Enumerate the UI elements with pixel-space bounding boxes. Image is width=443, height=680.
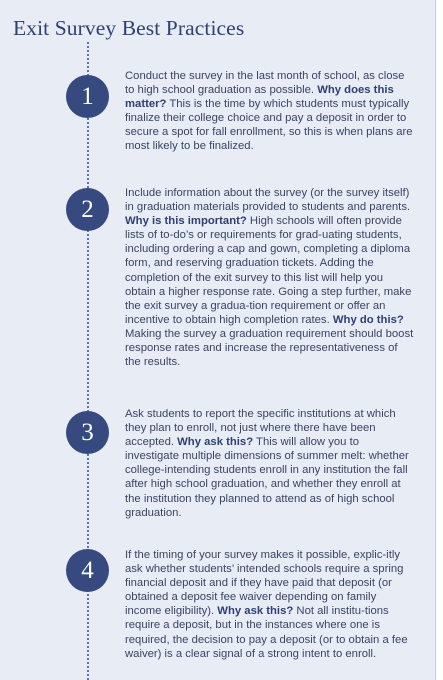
body-text: Not all institu-tions require a deposit, but in the instances where one is required, the decision to pay a deposit (or to obtain a fee waiver) is a clear signal of a strong intent to enroll. <box>125 605 408 660</box>
emphasis-question: Why is this important? <box>125 215 247 228</box>
body-text: High schools will often provide lists of to-do’s or requirements for grad-uating students, including ordering a cap and gown, completing a diploma form, and reserving graduation tickets. Adding the completion of the exit survey to this list will help you obtain a higher response rate. Going a step further, make the exit survey a gradua-tion requirement or offer an incentive to obtain high completion rates. <box>125 215 412 326</box>
emphasis-question: Why ask this? <box>177 436 254 449</box>
step-text <box>125 407 415 520</box>
page-margin <box>436 0 443 680</box>
emphasis-question: Why ask this? <box>217 605 294 618</box>
body-text: Include information about the survey (or the survey itself) in graduation materials provided to students and parents. <box>125 187 411 214</box>
step-text <box>125 186 415 369</box>
page-title: Exit Survey Best Practices <box>13 16 245 40</box>
step-text <box>125 548 415 661</box>
body-text: Conduct the survey in the last month of school, as close to high school graduation as possible. <box>125 70 405 97</box>
step-text <box>125 69 415 154</box>
body-text: This is the time by which students must typically finalize their college choice and pay a deposit in order to secure a spot for fall enrollment, so this is when plans are most likely to be finalized. <box>125 98 413 153</box>
emphasis-question: Why do this? <box>332 313 404 326</box>
body-text: If the timing of your survey makes it possible, explic-itly ask whether students’ intended schools require a spring financial deposit and if they have paid that deposit (or obtained a deposit fee waiver depending on family income eligibility). <box>125 549 404 618</box>
emphasis-question: Why does this matter? <box>125 84 394 111</box>
step-number-badge: 3 <box>66 411 109 454</box>
step-number-badge: 4 <box>66 549 109 592</box>
step-number-badge: 2 <box>66 188 109 231</box>
step-number-badge: 1 <box>66 75 109 118</box>
body-text: This will allow you to investigate multiple dimensions of summer melt: whether college-intending students enroll in any institution the fall after high school graduation, and whether they enroll at the institution they planned to attend as of high school graduation. <box>125 436 409 519</box>
body-text: Ask students to report the specific institutions at which they plan to enroll, not just where there have been accepted. <box>125 408 396 449</box>
body-text: Making the survey a graduation requirement should boost response rates and increase the representativeness of the results. <box>125 327 414 369</box>
